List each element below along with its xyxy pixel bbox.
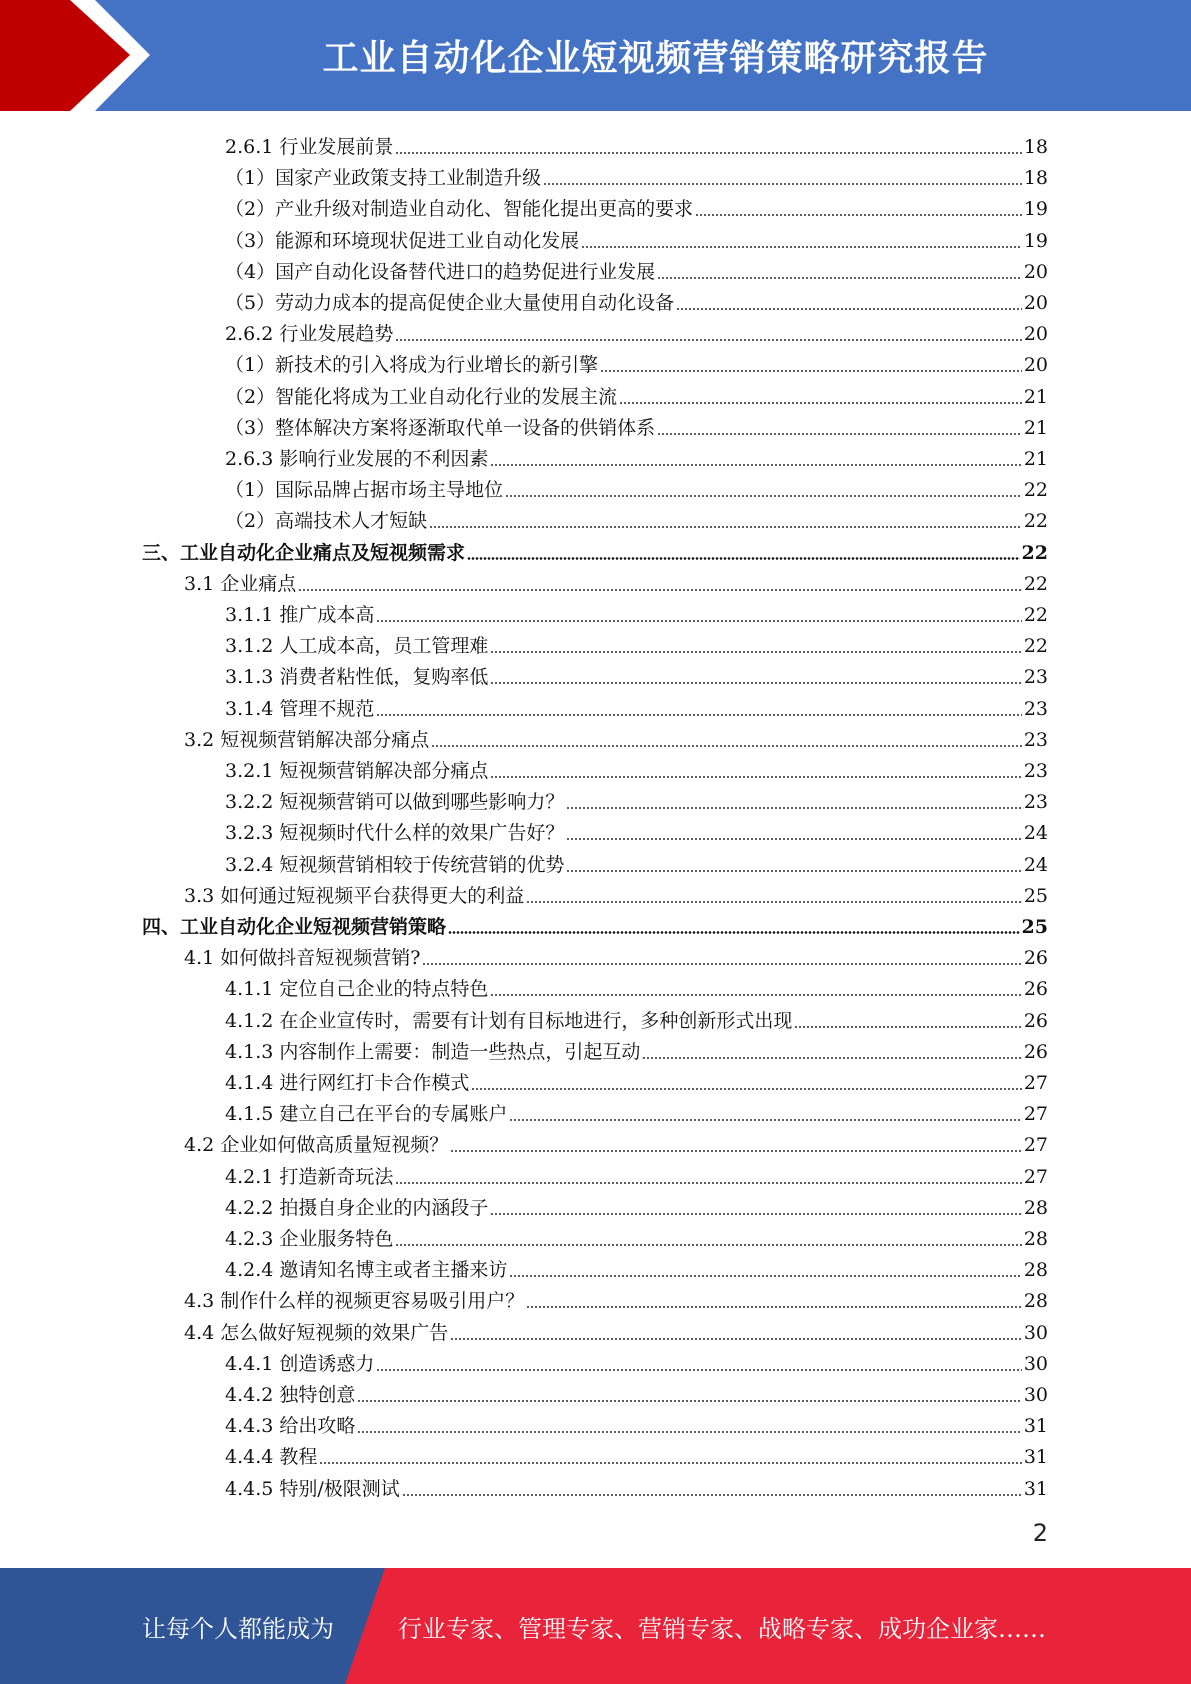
toc-entry-title: 管理不规范 (279, 697, 375, 720)
toc-entry-page: 22 (1023, 635, 1048, 658)
toc-leader-dots (357, 1431, 1021, 1433)
toc-entry-title: 打造新奇玩法 (279, 1165, 394, 1188)
toc-entry[interactable] (225, 1033, 1048, 1064)
toc-entry-page: 30 (1023, 1384, 1048, 1406)
toc-entry[interactable] (184, 877, 1048, 908)
toc-entry-number: 3.2.4 (225, 853, 274, 876)
toc-entry-page: 30 (1023, 1321, 1048, 1344)
toc-leader-dots (509, 1119, 1021, 1121)
toc-entry-page: 25 (1023, 884, 1048, 907)
toc-leader-dots (471, 1088, 1021, 1090)
toc-leader-dots (566, 838, 1021, 840)
toc-entry-number: 4.4.1 (225, 1352, 274, 1375)
toc-entry-title: （2）产业升级对制造业自动化、智能化提出更高的要求 (225, 198, 694, 221)
toc-entry-title: （4）国产自动化设备替代进口的趋势促进行业发展 (225, 260, 656, 283)
toc-entry[interactable] (225, 190, 1048, 221)
toc-leader-dots (505, 495, 1022, 497)
toc-leader-dots (600, 370, 1022, 372)
toc-entry[interactable] (225, 128, 1048, 159)
toc-leader-dots (695, 214, 1022, 216)
toc-entry-page: 24 (1023, 822, 1048, 845)
toc-entry-page: 22 (1023, 572, 1048, 595)
toc-leader-dots (448, 931, 1020, 934)
toc-entry-title: 企业痛点 (220, 572, 297, 595)
toc-leader-dots (566, 807, 1021, 809)
toc-entry-title: （5）劳动力成本的提高促使企业大量使用自动化设备 (225, 292, 675, 314)
toc-entry[interactable] (225, 1251, 1048, 1282)
toc-leader-dots (526, 901, 1022, 903)
toc-entry[interactable] (225, 409, 1048, 440)
toc-leader-dots (450, 1150, 1022, 1152)
toc-entry-number: 4.2.2 (225, 1196, 274, 1219)
toc-entry-page: 31 (1023, 1446, 1048, 1469)
toc-entry-title: （1）国际品牌占据市场主导地位 (225, 479, 504, 502)
toc-entry[interactable] (225, 1438, 1048, 1469)
toc-entry[interactable] (225, 440, 1048, 471)
toc-leader-dots (543, 183, 1022, 185)
toc-entry-page: 23 (1023, 728, 1048, 751)
toc-entry-title: 如何通过短视频平台获得更大的利益 (220, 884, 525, 907)
toc-entry-page: 20 (1023, 292, 1048, 314)
toc-entry-title: 消费者粘性低，复购率低 (279, 666, 489, 689)
toc-entry-number: 2.6.2 (225, 323, 274, 346)
toc-leader-dots (450, 1338, 1022, 1340)
toc-entry[interactable] (225, 1002, 1048, 1033)
toc-entry-page: 27 (1023, 1072, 1048, 1094)
toc-entry-title: 在企业宣传时，需要有计划有目标地进行，多种创新形式出现 (279, 1009, 793, 1032)
toc-entry-number: 2.6.1 (225, 136, 274, 158)
toc-entry-title: 创造诱惑力 (279, 1352, 375, 1375)
toc-leader-dots (429, 526, 1022, 528)
toc-entry-number: 4.3 (184, 1290, 215, 1313)
toc-entry-page: 27 (1023, 1103, 1048, 1126)
toc-entry-title: 影响行业发展的不利因素 (279, 448, 489, 470)
toc-entry-number: 4.1.1 (225, 978, 274, 1001)
toc-entry[interactable] (225, 814, 1048, 845)
toc-entry-number: 2.6.3 (225, 448, 274, 470)
toc-entry[interactable] (184, 565, 1048, 596)
document-title: 工业自动化企业短视频营销策略研究报告 (322, 38, 989, 79)
toc-entry[interactable] (225, 502, 1048, 533)
toc-entry-number: 3.2.3 (225, 822, 274, 845)
toc-leader-dots (395, 1182, 1021, 1184)
toc-entry-number: 3.1.1 (225, 604, 274, 626)
toc-leader-dots (298, 589, 1022, 591)
toc-leader-dots (395, 152, 1021, 154)
toc-leader-dots (490, 1213, 1021, 1215)
toc-entry-page: 28 (1023, 1228, 1048, 1250)
toc-entry-title: 人工成本高，员工管理难 (279, 635, 489, 658)
toc-entry-page: 21 (1023, 448, 1048, 470)
toc-entry-title: 教程 (279, 1446, 318, 1469)
toc-leader-dots (395, 339, 1021, 341)
toc-entry-page: 27 (1023, 1134, 1048, 1157)
toc-entry-page: 21 (1023, 416, 1048, 439)
footer-slogan-right: 行业专家、管理专家、营销专家、战略专家、成功企业家…… (398, 1614, 1046, 1643)
page-header (0, 0, 1191, 111)
toc-entry-page: 30 (1023, 1352, 1048, 1375)
toc-leader-dots (676, 308, 1022, 310)
toc-entry[interactable] (225, 378, 1048, 409)
toc-entry-page: 19 (1023, 198, 1048, 221)
toc-entry[interactable] (225, 846, 1048, 877)
toc-entry-page: 31 (1023, 1477, 1048, 1500)
toc-entry[interactable] (225, 690, 1048, 721)
toc-entry-title: 短视频营销解决部分痛点 (279, 760, 489, 782)
toc-leader-dots (490, 651, 1021, 653)
page-number: 2 (1032, 1519, 1048, 1547)
toc-entry-number: 3.1.2 (225, 635, 274, 658)
toc-entry-page: 20 (1023, 354, 1048, 377)
toc-entry[interactable] (184, 1282, 1048, 1313)
toc-entry-title: 邀请知名博主或者主播来访 (279, 1259, 508, 1282)
toc-entry-title: （3）能源和环境现状促进工业自动化发展 (225, 229, 580, 252)
toc-entry-page: 22 (1021, 541, 1048, 564)
toc-entry-page: 24 (1023, 853, 1048, 876)
toc-entry[interactable] (225, 752, 1048, 783)
toc-entry-title: （2）高端技术人才短缺 (225, 510, 428, 533)
toc-entry-page: 19 (1023, 229, 1048, 252)
toc-entry-page: 28 (1023, 1290, 1048, 1313)
toc-entry-number: 4.1.5 (225, 1103, 274, 1126)
toc-entry[interactable] (225, 1220, 1048, 1251)
toc-leader-dots (376, 714, 1021, 716)
toc-entry-page: 20 (1023, 260, 1048, 283)
toc-entry-title: 短视频营销解决部分痛点 (220, 728, 430, 751)
toc-entry-number: 4.4.4 (225, 1446, 274, 1469)
toc-leader-dots (526, 1306, 1022, 1308)
toc-entry-title: （1）新技术的引入将成为行业增长的新引擎 (225, 354, 599, 377)
toc-entry-page: 21 (1023, 385, 1048, 408)
toc-entry-number: 3.1.3 (225, 666, 274, 689)
toc-entry-title: 进行网红打卡合作模式 (279, 1072, 470, 1094)
toc-leader-dots (794, 1026, 1021, 1028)
toc-entry-title: 如何做抖音短视频营销? (220, 947, 421, 970)
toc-entry[interactable] (225, 1470, 1048, 1501)
toc-entry-page: 22 (1023, 604, 1048, 626)
toc-entry-number: 3.2.1 (225, 760, 274, 782)
toc-entry-page: 23 (1023, 760, 1048, 782)
toc-entry-page: 28 (1023, 1259, 1048, 1282)
toc-entry-page: 22 (1023, 479, 1048, 502)
toc-entry-number: 3.1 (184, 572, 215, 595)
toc-entry[interactable] (225, 315, 1048, 346)
toc-leader-dots (467, 557, 1020, 560)
toc-entry-title: 特别/极限测试 (279, 1477, 400, 1500)
toc-leader-dots (376, 1369, 1021, 1371)
toc-entry-number: 4.1.2 (225, 1009, 274, 1032)
toc-entry-title: 行业发展趋势 (279, 323, 394, 346)
toc-entry-page: 25 (1021, 916, 1048, 938)
toc-entry[interactable] (184, 1126, 1048, 1157)
toc-entry[interactable] (225, 627, 1048, 658)
toc-entry-page: 20 (1023, 323, 1048, 346)
toc-leader-dots (376, 620, 1021, 622)
toc-entry[interactable] (184, 1314, 1048, 1345)
toc-leader-dots (402, 1494, 1022, 1496)
toc-entry-title: 定位自己企业的特点特色 (279, 978, 489, 1001)
toc-entry-title: 短视频营销可以做到哪些影响力？ (279, 791, 565, 814)
toc-entry-title: 独特创意 (279, 1384, 356, 1406)
toc-entry-number: 3.2.2 (225, 791, 274, 814)
toc-leader-dots (395, 1244, 1021, 1246)
toc-entry-number: 4.4 (184, 1321, 215, 1344)
toc-entry[interactable] (225, 783, 1048, 814)
toc-leader-dots (642, 1057, 1021, 1059)
toc-entry-page: 27 (1023, 1165, 1048, 1188)
toc-entry[interactable] (225, 1095, 1048, 1126)
toc-entry-number: 4.2 (184, 1134, 215, 1157)
toc-entry-title: 内容制作上需要：制造一些热点，引起互动 (279, 1040, 641, 1063)
toc-entry-title: （2）智能化将成为工业自动化行业的发展主流 (225, 385, 618, 408)
toc-leader-dots (581, 246, 1022, 248)
toc-entry-title: （1）国家产业政策支持工业制造升级 (225, 167, 542, 190)
toc-entry[interactable] (225, 222, 1048, 253)
toc-entry-number: 4.4.2 (225, 1384, 274, 1406)
toc-entry-title: 给出攻略 (279, 1415, 356, 1438)
toc-leader-dots (657, 433, 1022, 435)
toc-entry-page: 26 (1023, 1009, 1048, 1032)
toc-entry[interactable] (225, 1407, 1048, 1438)
toc-entry[interactable] (225, 1064, 1048, 1095)
toc-entry[interactable] (225, 1376, 1048, 1407)
toc-entry-number: 3.1.4 (225, 697, 274, 720)
toc-entry[interactable] (225, 284, 1048, 315)
toc-leader-dots (357, 1400, 1021, 1402)
toc-entry-page: 26 (1023, 947, 1048, 970)
toc-entry-title: 建立自己在平台的专属账户 (279, 1103, 508, 1126)
toc-entry-number: 4.1.3 (225, 1040, 274, 1063)
toc-entry[interactable] (225, 1158, 1048, 1189)
toc-leader-dots (566, 870, 1021, 872)
toc-leader-dots (509, 1275, 1021, 1277)
toc-entry-page: 23 (1023, 791, 1048, 814)
toc-entry-title: 怎么做好短视频的效果广告 (220, 1321, 449, 1344)
toc-entry-title: 短视频营销相较于传统营销的优势 (279, 853, 565, 876)
toc-leader-dots (490, 994, 1021, 996)
toc-entry-title: 行业发展前景 (279, 136, 394, 158)
toc-entry[interactable] (225, 1345, 1048, 1376)
toc-entry-number: 4.2.1 (225, 1165, 274, 1188)
toc-entry[interactable] (225, 159, 1048, 190)
toc-entry-title: 推广成本高 (279, 604, 375, 626)
toc-entry-number: 3.3 (184, 884, 215, 907)
toc-entry-number: 4.4.5 (225, 1477, 274, 1500)
toc-entry-page: 26 (1023, 978, 1048, 1001)
toc-leader-dots (319, 1462, 1021, 1464)
toc-entry-title: 短视频时代什么样的效果广告好？ (279, 822, 565, 845)
toc-entry-number: 4.2.4 (225, 1259, 274, 1282)
toc-entry[interactable] (225, 346, 1048, 377)
toc-entry-page: 18 (1023, 136, 1048, 158)
toc-entry-number: 4.2.3 (225, 1228, 274, 1250)
toc-entry[interactable] (225, 253, 1048, 284)
toc-entry-title: 四、工业自动化企业短视频营销策略 (142, 916, 447, 938)
toc-entry-title: 制作什么样的视频更容易吸引用户？ (220, 1290, 525, 1313)
toc-entry[interactable] (184, 721, 1048, 752)
toc-entry-title: 拍摄自身企业的内涵段子 (279, 1196, 489, 1219)
toc-entry-page: 31 (1023, 1415, 1048, 1438)
toc-entry[interactable] (142, 534, 1048, 565)
toc-leader-dots (490, 776, 1021, 778)
toc-entry-page: 23 (1023, 666, 1048, 689)
toc-entry-number: 3.2 (184, 728, 215, 751)
toc-entry[interactable] (184, 939, 1048, 970)
footer-slogan-left: 让每个人都能成为 (142, 1614, 334, 1643)
toc-entry-number: 4.1 (184, 947, 215, 970)
toc-entry-page: 22 (1023, 510, 1048, 533)
toc-entry[interactable] (142, 908, 1048, 939)
toc-entry[interactable] (225, 1189, 1048, 1220)
toc-entry[interactable] (225, 970, 1048, 1001)
toc-leader-dots (657, 277, 1022, 279)
toc-entry-title: 企业如何做高质量短视频？ (220, 1134, 449, 1157)
toc-entry-number: 4.4.3 (225, 1415, 274, 1438)
toc-entry-title: 三、工业自动化企业痛点及短视频需求 (142, 541, 466, 564)
toc-entry-title: （3）整体解决方案将逐渐取代单一设备的供销体系 (225, 416, 656, 439)
toc-entry[interactable] (225, 596, 1048, 627)
toc-entry-number: 4.1.4 (225, 1072, 274, 1094)
toc-entry-title: 企业服务特色 (279, 1228, 394, 1250)
toc-entry-page: 28 (1023, 1196, 1048, 1219)
toc-leader-dots (490, 682, 1021, 684)
toc-entry-page: 26 (1023, 1040, 1048, 1063)
toc-entry[interactable] (225, 658, 1048, 689)
toc-leader-dots (431, 745, 1022, 747)
toc-entry[interactable] (225, 471, 1048, 502)
page-footer (0, 1568, 1191, 1684)
toc-entry-page: 18 (1023, 167, 1048, 190)
toc-leader-dots (422, 963, 1021, 965)
toc-leader-dots (490, 464, 1021, 466)
toc-entry-page: 23 (1023, 697, 1048, 720)
toc-leader-dots (619, 402, 1022, 404)
